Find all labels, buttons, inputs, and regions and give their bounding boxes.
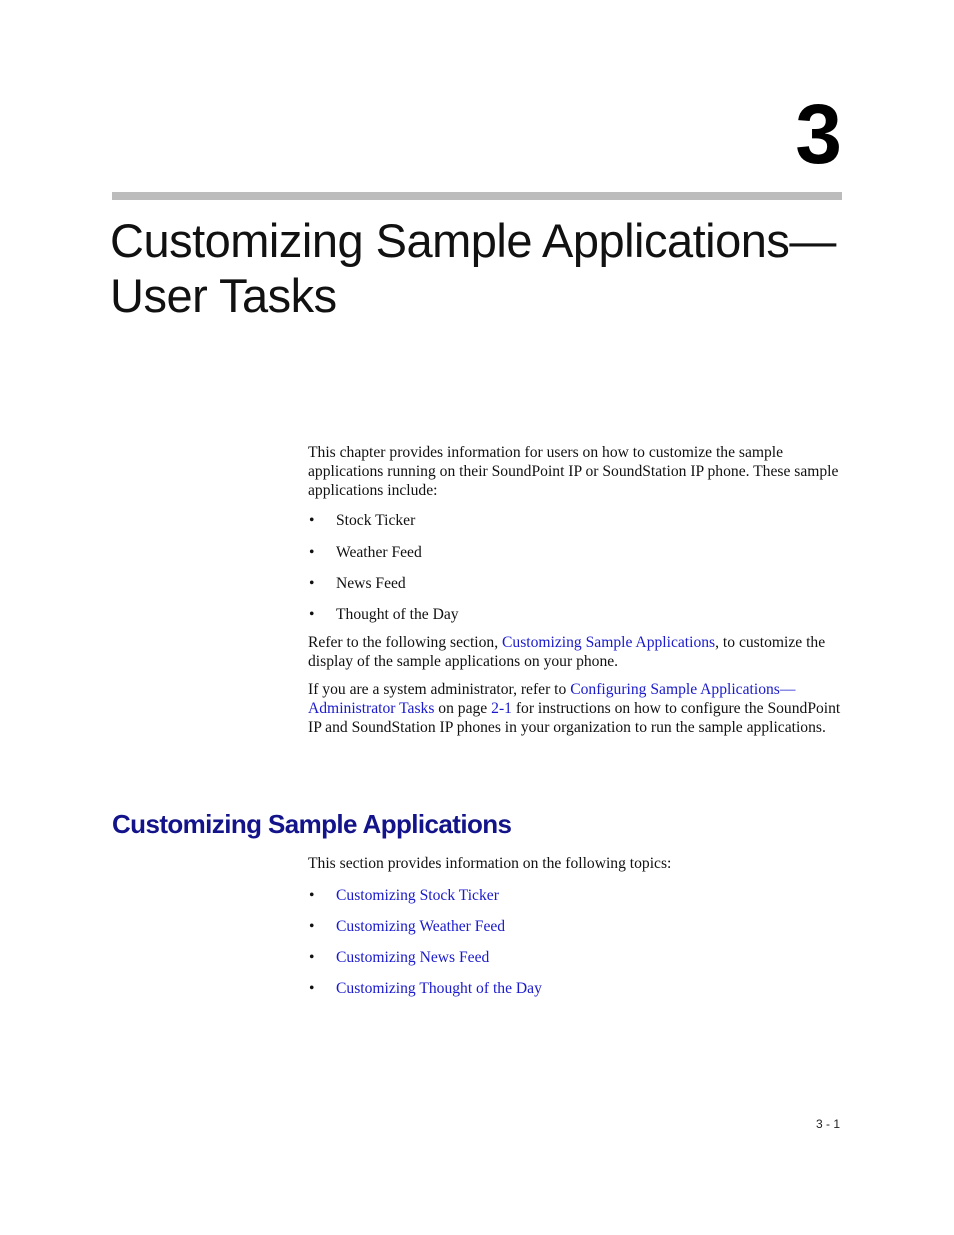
chapter-divider <box>112 192 842 200</box>
admin-prefix: If you are a system administrator, refer to <box>308 681 571 698</box>
admin-paragraph <box>308 681 844 737</box>
application-news-feed: News Feed <box>336 575 406 592</box>
bullet-icon: • <box>309 544 315 561</box>
configuring-admin-tasks-link[interactable]: Configuring Sample Applications—Administrator Tasks <box>308 681 796 717</box>
bullet-icon: • <box>309 887 315 904</box>
bullet-icon: • <box>309 949 315 966</box>
application-stock-ticker: Stock Ticker <box>336 512 416 529</box>
topic-link-stock-ticker[interactable]: Customizing Stock Ticker <box>336 887 499 904</box>
admin-middle: on page <box>434 699 492 717</box>
chapter-title-line2: User Tasks <box>110 269 337 322</box>
page-number: 3 - 1 <box>815 1117 840 1131</box>
bullet-icon: • <box>309 606 315 623</box>
refer-prefix: Refer to the following section, <box>308 634 503 651</box>
chapter-number: 3 <box>795 87 842 181</box>
application-thought-of-the-day: Thought of the Day <box>336 606 459 623</box>
application-weather-feed: Weather Feed <box>336 544 422 561</box>
intro-paragraph: This chapter provides information for users on how to customize the sample applications running on their SoundPoint IP or SoundStation IP phone. These sample applications include: <box>308 444 839 499</box>
refer-suffix: , to customize the display of the sample applications on your phone. <box>308 634 826 670</box>
bullet-icon: • <box>309 512 315 529</box>
section-heading: Customizing Sample Applications <box>112 809 512 839</box>
bullet-icon: • <box>309 575 315 592</box>
bullet-icon: • <box>309 918 315 935</box>
page-reference-link[interactable]: 2-1 <box>491 699 512 717</box>
admin-suffix: for instructions on how to configure the SoundPoint IP and SoundStation IP phones in your organization to run the sample applications. <box>308 699 841 736</box>
topic-link-weather-feed[interactable]: Customizing Weather Feed <box>336 918 506 935</box>
chapter-title <box>110 213 850 323</box>
topic-link-news-feed[interactable]: Customizing News Feed <box>336 949 490 966</box>
refer-paragraph <box>308 634 844 672</box>
chapter-title-line1: Customizing Sample Applications— <box>110 214 836 267</box>
customizing-sample-applications-link[interactable]: Customizing Sample Applications <box>502 634 716 651</box>
topic-link-thought-of-the-day[interactable]: Customizing Thought of the Day <box>336 980 542 997</box>
bullet-icon: • <box>309 980 315 997</box>
section-intro: This section provides information on the following topics: <box>308 855 672 872</box>
